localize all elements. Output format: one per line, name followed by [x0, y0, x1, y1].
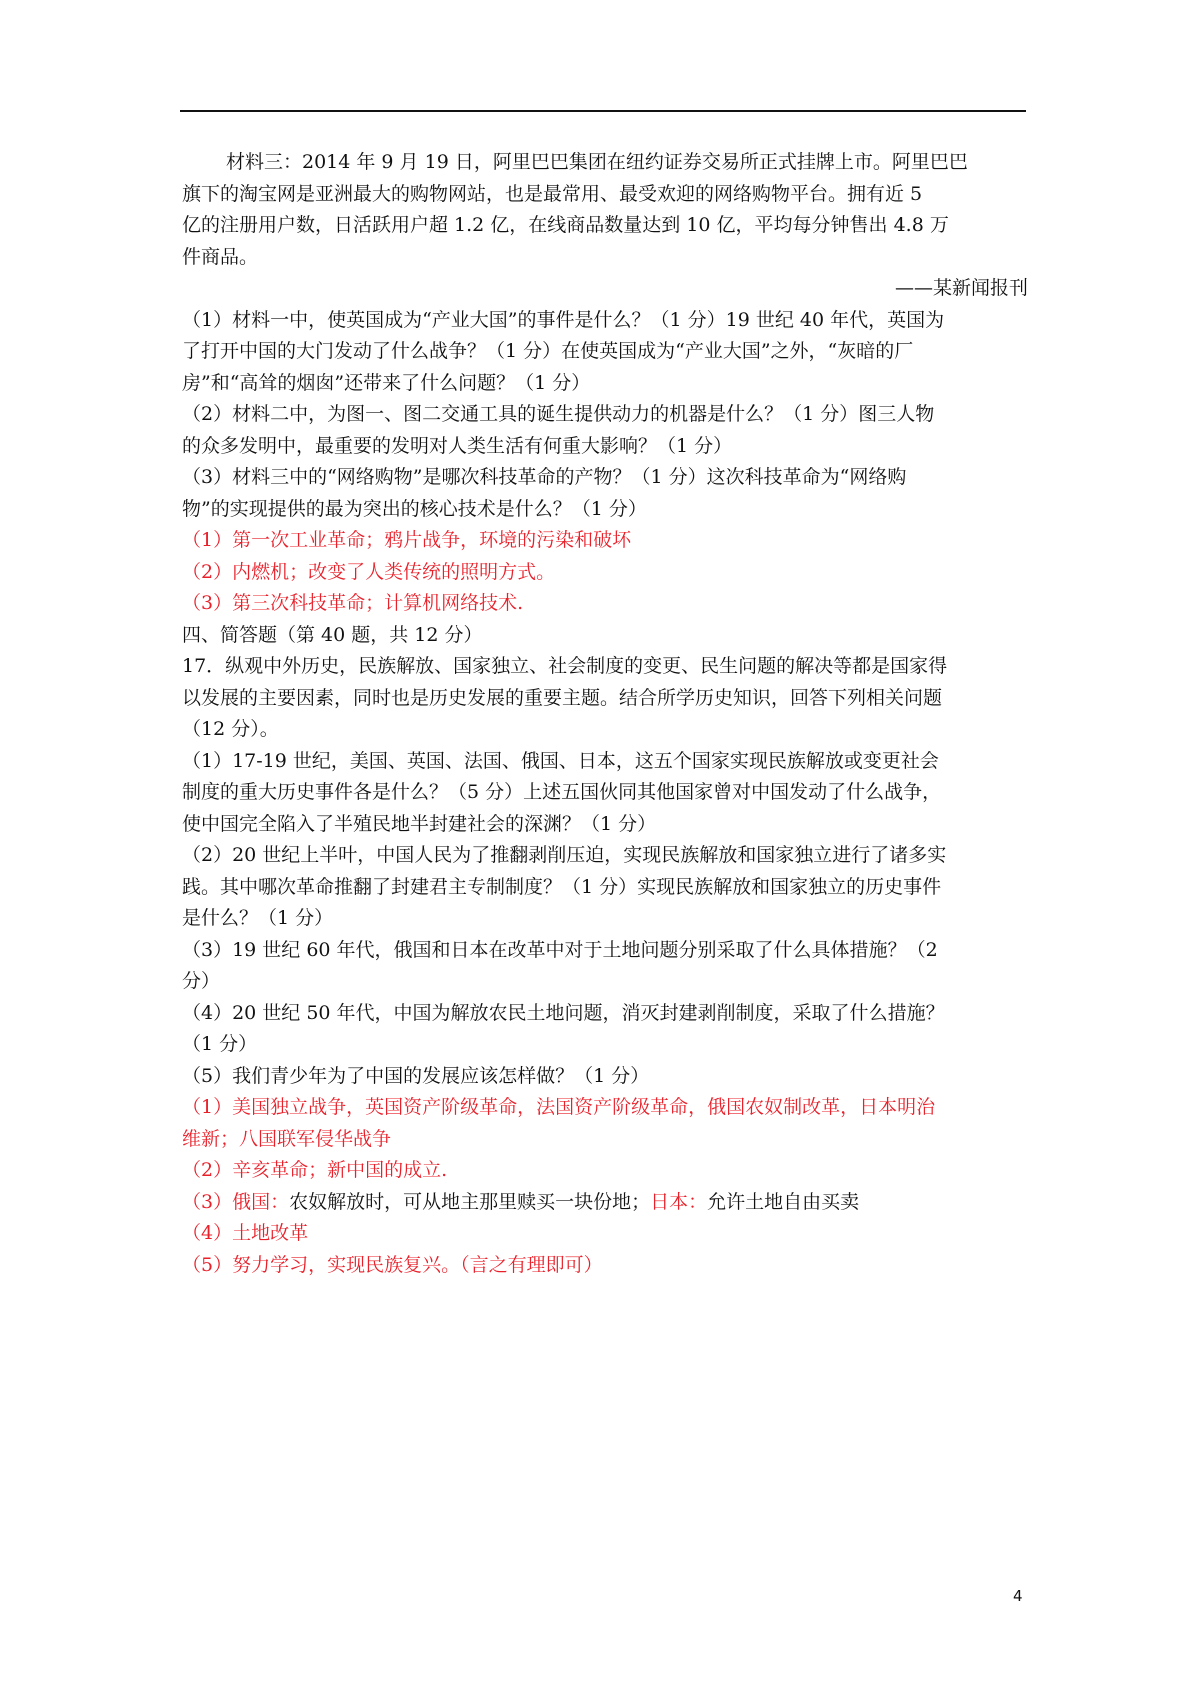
- page-content: [182, 147, 1028, 1281]
- question17-line: 践。其中哪次革命推翻了封建君主专制制度？（1 分）实现民族解放和国家独立的历史事件: [182, 875, 942, 898]
- page-number: 4: [1013, 1587, 1023, 1605]
- question17-line: （3）19 世纪 60 年代，俄国和日本在改革中对于土地问题分别采取了什么具体措施？（2: [182, 938, 938, 961]
- header-rule: [180, 110, 1026, 112]
- answer16-line: （3）第三次科技革命；计算机网络技术.: [182, 592, 524, 614]
- answer17-line: （5）努力学习，实现民族复兴。（言之有理即可）: [182, 1253, 603, 1276]
- question17-line: 是什么？（1 分）: [182, 907, 334, 929]
- question17-line: 使中国完全陷入了半殖民地半封建社会的深渊？（1 分）: [182, 812, 657, 835]
- material3-line: 亿的注册用户数，日活跃用户超 1.2 亿，在线商品数量达到 10 亿，平均每分钟售出 4.8 万: [182, 214, 949, 236]
- question17-line: （5）我们青少年为了中国的发展应该怎样做？（1 分）: [182, 1064, 650, 1087]
- material3-line: 件商品。: [182, 245, 259, 268]
- question17-line: （2）20 世纪上半叶，中国人民为了推翻剥削压迫，实现民族解放和国家独立进行了诸多实: [182, 844, 947, 866]
- answer17-line: 维新；八国联军侵华战争: [182, 1127, 392, 1150]
- question17-line: （1）17-19 世纪，美国、英国、法国、俄国、日本，这五个国家实现民族解放或变更社会: [182, 749, 939, 772]
- answer-text: 允许土地自由买卖: [707, 1190, 860, 1213]
- material3-line: 材料三：2014 年 9 月 19 日，阿里巴巴集团在纽约证券交易所正式挂牌上市。阿里巴巴: [226, 151, 968, 173]
- answer16-line: （1）第一次工业革命；鸦片战争，环境的污染和破坏: [182, 529, 632, 551]
- material-source: ——某新闻报刊: [894, 277, 1028, 299]
- question17-line: 17．纵观中外历史，民族解放、国家独立、社会制度的变更、民生问题的解决等都是国家得: [182, 655, 948, 677]
- answer17-line: （4）土地改革: [182, 1222, 309, 1244]
- question16-line: 房”和“高耸的烟囱”还带来了什么问题？（1 分）: [182, 371, 591, 394]
- question17-line: 分）: [182, 970, 221, 992]
- question17-line: 以发展的主要因素，同时也是历史发展的重要主题。结合所学历史知识，回答下列相关问题: [182, 686, 943, 709]
- question16-line: 物”的实现提供的最为突出的核心技术是什么？（1 分）: [182, 497, 647, 520]
- material3-line: 旗下的淘宝网是亚洲最大的购物网站，也是最常用、最受欢迎的网络购物平台。拥有近 5: [182, 182, 923, 205]
- question16-line: 了打开中国的大门发动了什么战争？（1 分）在使英国成为“产业大国”之外，“灰暗的厂: [182, 340, 914, 362]
- question16-line: （2）材料二中，为图一、图二交通工具的诞生提供动力的机器是什么？（1 分）图三人物: [182, 403, 935, 425]
- question16-line: （3）材料三中的“网络购物”是哪次科技革命的产物？（1 分）这次科技革命为“网络购: [182, 466, 907, 488]
- answer-text: 农奴解放时，可从地主那里赎买一块份地；: [289, 1190, 651, 1213]
- answer-label: （3）俄国：: [182, 1190, 290, 1213]
- answer-label: 日本：: [650, 1190, 708, 1213]
- question17-line: （12 分）。: [182, 718, 279, 740]
- answer17-line: [182, 1187, 1028, 1219]
- answer17-line: （1）美国独立战争，英国资产阶级革命，法国资产阶级革命，俄国农奴制改革，日本明治: [182, 1096, 936, 1118]
- answer16-line: （2）内燃机；改变了人类传统的照明方式。: [182, 560, 556, 583]
- question16-line: 的众多发明中，最重要的发明对人类生活有何重大影响？（1 分）: [182, 434, 733, 457]
- question17-line: 制度的重大历史事件各是什么？（5 分）上述五国伙同其他国家曾对中国发动了什么战争，: [182, 781, 942, 803]
- answer17-line: （2）辛亥革命；新中国的成立.: [182, 1159, 448, 1181]
- question16-line: （1）材料一中，使英国成为“产业大国”的事件是什么？（1 分）19 世纪 40 年代，英国为: [182, 308, 945, 331]
- section-heading: 四、简答题（第 40 题，共 12 分）: [182, 623, 483, 646]
- question17-line: （1 分）: [182, 1033, 258, 1055]
- question17-line: （4）20 世纪 50 年代，中国为解放农民土地问题，消灭封建剥削制度，采取了什么措施？: [182, 1001, 945, 1024]
